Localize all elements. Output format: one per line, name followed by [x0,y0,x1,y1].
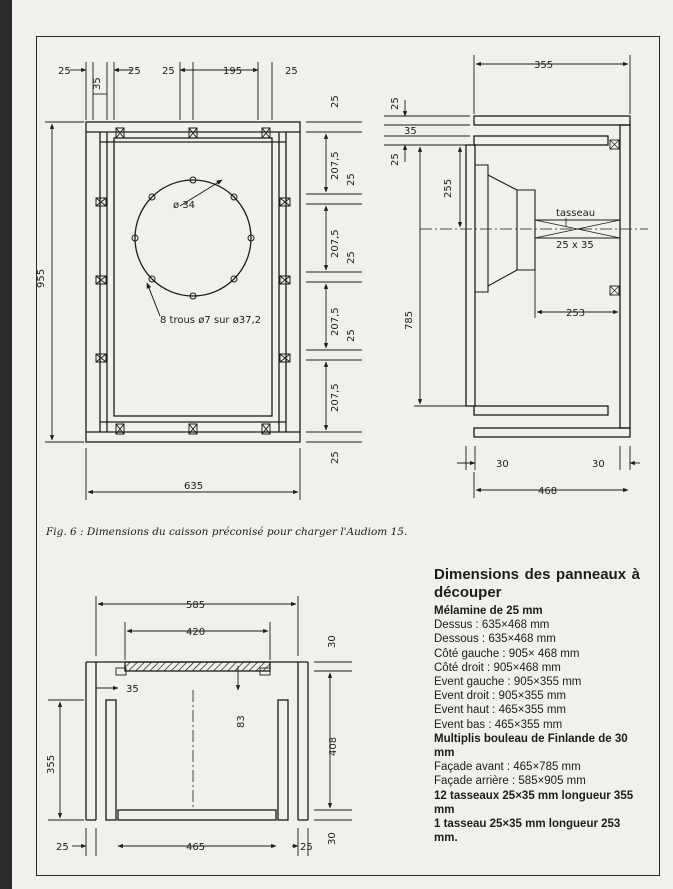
side-bottom-right-label: 30 [592,459,605,470]
top-width-inner-label: 420 [186,627,206,638]
side-depth-label: 355 [534,60,554,71]
front-width-label: 635 [184,481,204,492]
cut-list-item: Multiplis bouleau de Finlande de 30 mm [434,732,628,760]
front-dim-3: 25 [162,66,175,77]
front-cleats [96,128,290,434]
top-bottom-dim-1: 465 [186,842,206,853]
top-right-dim-2: 30 [327,832,338,845]
right-dim-8: 25 [330,451,341,464]
top-right-dim-1: 408 [328,736,339,756]
holes-label: 8 trous ø7 sur ø37,2 [160,315,262,326]
top-bottom-dim-2: 25 [300,842,313,853]
side-bottom-inner [474,406,608,415]
side-view [420,116,648,437]
right-dim-1: 207,5 [330,151,341,180]
top-offset-label: 35 [126,684,139,695]
top-left-event [106,700,116,820]
cut-list-item: Event haut : 465×355 mm [434,704,567,717]
cut-list-item: Façade avant : 465×785 mm [434,761,581,774]
side-bottom-left-label: 30 [496,459,509,470]
diameter-label: ø 34 [173,200,196,211]
tasseau-label: tasseau [556,208,596,219]
side-back-panel [620,125,630,428]
side-top-panel [474,116,630,125]
top-height-label: 355 [46,754,57,774]
side-width-label: 468 [538,486,558,497]
cut-list-item: Event droit : 905×355 mm [434,690,567,703]
side-dimensions [384,55,640,498]
cut-list-panel [434,566,640,845]
top-dim-labels [46,600,339,853]
front-dim-5: 25 [285,66,298,77]
cut-list-item: Dessous : 635×468 mm [434,633,556,646]
right-dim-5: 207,5 [330,307,341,336]
cut-list-item: 1 tasseau 25×35 mm longueur 253 mm. [434,818,621,845]
front-dim-2: 25 [128,66,141,77]
side-top-dim-1: 35 [404,126,417,137]
front-outer-panel [86,122,300,442]
side-top-dim-0: 25 [390,97,401,110]
right-dim-3: 207,5 [330,229,341,258]
top-bottom-dim-0: 25 [56,842,69,853]
inner-height-label: 785 [404,310,415,330]
mounting-holes [132,177,254,299]
cut-list-item: Event gauche : 905×355 mm [434,676,582,689]
top-right-dim-0: 30 [327,635,338,648]
cut-list-item: Façade arrière : 585×905 mm [434,775,586,788]
driver-offset-label: 255 [443,178,454,198]
right-dim-7: 207,5 [330,383,341,412]
top-right-event [278,700,288,820]
tasseau-length-label: 253 [566,308,586,319]
cut-list-item: Côté droit : 905×468 mm [434,661,561,674]
right-dim-0: 25 [330,95,341,108]
top-front-panel [118,810,276,820]
front-dim-1: 35 [92,77,103,90]
right-dim-6: 25 [346,329,357,342]
top-depth-label: 83 [236,715,247,728]
side-front-panel [466,145,475,406]
cut-list-item: Côté gauche : 905× 468 mm [434,647,580,660]
cut-list-item: 12 tasseaux 25×35 mm longueur 355 mm [434,789,634,816]
top-rear-panel [125,662,270,671]
side-top-dim-2: 25 [390,153,401,166]
front-height-label: 955 [36,268,47,288]
front-dim-0: 25 [58,66,71,77]
cut-list-item: Event bas : 465×355 mm [434,718,563,731]
top-view [86,662,308,820]
front-dimensions [45,62,362,500]
side-bottom-panel [474,428,630,437]
side-top-inner [474,136,608,145]
right-dim-4: 25 [346,251,357,264]
top-width-outer-label: 585 [186,600,206,611]
cut-list-item: Mélamine de 25 mm [434,605,543,617]
tasseau-size-label: 25 x 35 [556,240,594,251]
cut-list-title: Dimensions des panneaux à découper [434,566,640,601]
right-dim-2: 25 [346,173,357,186]
figure-caption: Fig. 6 : Dimensions du caisson préconisé pour charger l'Audiom 15. [46,526,408,538]
front-dim-4: 195 [223,66,243,77]
cut-list-item: Dessus : 635×468 mm [434,619,550,632]
front-view [86,122,300,442]
